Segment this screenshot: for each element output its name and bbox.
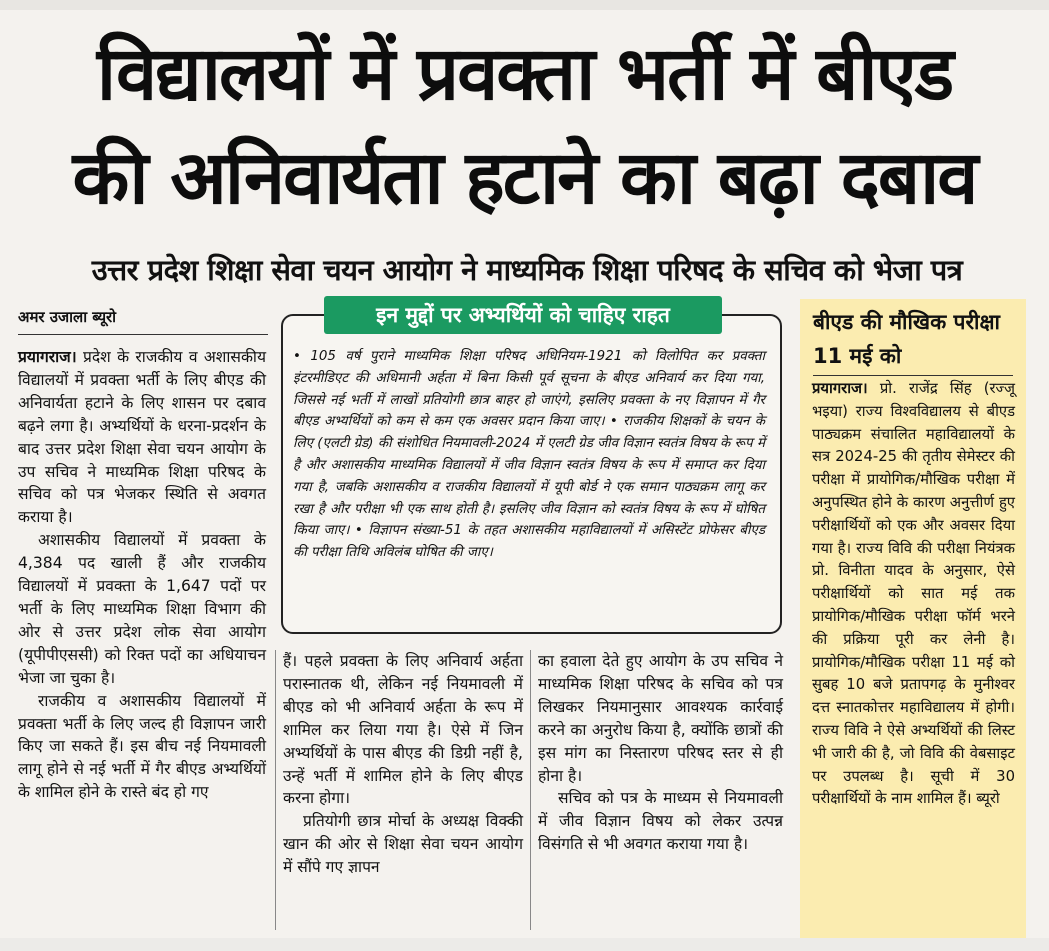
article-column-1 bbox=[18, 346, 266, 804]
paragraph: अशासकीय विद्यालयों में प्रवक्ता के 4,384 पद खाली हैं और राजकीय विद्यालयों में प्रवक्ता के 1,647 पदों पर भर्ती के लिए माध्यमिक शिक्षा विभाग की ओर से उत्तर प्रदेश लोक सेवा आयोग (यूपीपीएससी) को रिक्त पदों का अधियाचन भेजा जा चुका है। bbox=[18, 531, 266, 687]
cropped-top-strip bbox=[0, 0, 1049, 10]
byline-rule bbox=[18, 334, 268, 335]
sidebar-text bbox=[812, 378, 1015, 811]
headline bbox=[0, 22, 1049, 230]
issues-box-text: • 105 वर्ष पुराने माध्यमिक शिक्षा परिषद अधिनियम-1921 को विलोपित कर प्रवक्ता इंटरमीडिएट की अधिमानी अर्हता में बिना किसी पूर्व सूचना के बीएड अनिवार्य कर दिया गया, जिससे नई भर्ती में लाखों प्रतियोगी छात्र बाहर हो जाएंगे, इसलिए प्रवक्ता के नए विज्ञापन में गैर बीएड अभ्यर्थियों को कम से कम एक अवसर प्रदान किया जाए। • राजकीय शिक्षकों के चयन के लिए (एलटी ग्रेड) की संशोधित नियमावली-2024 में एलटी ग्रेड जीव विज्ञान स्वतंत्र विषय के रूप में है और अशासकीय माध्यमिक विद्यालयों में जीव विज्ञान स्वतंत्र विषय के रूप में समाप्त कर दिया गया है, जबकि अशासकीय व राजकीय विद्यालयों में यूपी बोर्ड ने एक समान पाठ्यक्रम लागू कर रखा है और परीक्षा भी एक साथ होती है। इसलिए जीव विज्ञान को स्वतंत्र विषय के रूप में घोषित किया जाए। • विज्ञापन संख्या-51 के तहत अशासकीय महाविद्यालयों में असिस्टेंट प्रोफेसर बीएड की परीक्षा तिथि अविलंब घोषित की जाए। bbox=[293, 349, 765, 561]
column-separator bbox=[275, 650, 276, 930]
paragraph: प्रतियोगी छात्र मोर्चा के अध्यक्ष विक्की खान की ओर से शिक्षा सेवा चयन आयोग में सौंपे गए ज्ञापन bbox=[283, 812, 523, 877]
paragraph: प्रदेश के राजकीय व अशासकीय विद्यालयों में प्रवक्ता भर्ती के लिए बीएड की अनिवार्यता हटाने के लिए शासन पर दबाव बढ़ने लगा है। अभ्यर्थियों के धरना-प्रदर्शन के बाद उत्तर प्रदेश शिक्षा सेवा चयन आयोग के उप सचिव ने माध्यमिक शिक्षा परिषद के सचिव को पत्र भेजकर स्थिति से अवगत कराया है। bbox=[18, 348, 266, 527]
column-separator bbox=[530, 650, 531, 930]
sidebar-rule bbox=[813, 375, 1013, 376]
sidebar-dateline: प्रयागराज। bbox=[812, 380, 868, 397]
subheadline: उत्तर प्रदेश शिक्षा सेवा चयन आयोग ने माध्यमिक शिक्षा परिषद के सचिव को भेजा पत्र bbox=[91, 253, 963, 287]
dateline: प्रयागराज। bbox=[18, 348, 77, 366]
sidebar-title: बीएड की मौखिक परीक्षा 11 मई को bbox=[813, 310, 1000, 368]
paragraph: राजकीय व अशासकीय विद्यालयों में प्रवक्ता भर्ती के लिए जल्द ही विज्ञापन जारी किए जा सकते हैं। इस बीच नई नियमावली लागू होने से नई भर्ती में गैर बीएड अभ्यर्थियों के शामिल होने के रास्ते बंद हो गए bbox=[18, 691, 266, 802]
issues-box-title: इन मुद्दों पर अभ्यर्थियों को चाहिए राहत bbox=[324, 296, 722, 334]
paragraph: हैं। पहले प्रवक्ता के लिए अनिवार्य अर्हता परास्नातक थी, लेकिन नई नियमावली में बीएड को भी अनिवार्य अर्हता के रूप में शामिल कर लिया गया है। ऐसे में जिन अभ्यर्थियों के पास बीएड की डिग्री नहीं है, उन्हें भर्ती में शामिल होने के लिए बीएड करना होगा। bbox=[283, 652, 523, 808]
headline-line-2: की अनिवार्यता हटाने का बढ़ा दबाव bbox=[72, 135, 977, 221]
article-column-3 bbox=[538, 650, 783, 856]
paragraph: सचिव को पत्र के माध्यम से नियमावली में जीव विज्ञान विषय को लेकर उत्पन्न विसंगति से भी अवगत कराया गया है। bbox=[538, 789, 783, 854]
article-column-2 bbox=[283, 650, 523, 879]
byline: अमर उजाला ब्यूरो bbox=[18, 308, 117, 326]
headline-line-1: विद्यालयों में प्रवक्ता भर्ती में बीएड bbox=[96, 31, 953, 117]
cropped-bottom-strip bbox=[0, 938, 1049, 951]
sidebar-body: प्रो. राजेंद्र सिंह (रज्जू भइया) राज्य विश्वविद्यालय से बीएड पाठ्यक्रम संचालित महाविद्यालयों के सत्र 2024-25 की तृतीय सेमेस्टर की परीक्षा में प्रायोगिक/मौखिक परीक्षा में अनुपस्थित होने के कारण अनुत्तीर्ण हुए परीक्षार्थियों को एक और अवसर दिया गया है। राज्य विवि की परीक्षा नियंत्रक प्रो. विनीता यादव के अनुसार, ऐसे परीक्षार्थियों को सात मई तक प्रायोगिक/मौखिक परीक्षा फॉर्म भरने की प्रक्रिया पूरी कर लेनी है। प्रायोगिक/मौखिक परीक्षा 11 मई को सुबह 10 बजे प्रतापगढ़ के मुनीश्वर दत्त स्नातकोत्तर महाविद्यालय में होगी। राज्य विवि ने ऐसे अभ्यर्थियों की लिस्ट भी जारी की है, जो विवि की वेबसाइट पर उपलब्ध है। सूची में 30 परीक्षार्थियों के नाम शामिल हैं। ब्यूरो bbox=[812, 380, 1015, 808]
paragraph: का हवाला देते हुए आयोग के उप सचिव ने माध्यमिक शिक्षा परिषद के सचिव को पत्र लिखकर नियमानुसार आवश्यक कार्रवाई करने का अनुरोध किया है, क्योंकि छात्रों की इस मांग का निस्तारण परिषद स्तर से ही होना है। bbox=[538, 652, 783, 785]
